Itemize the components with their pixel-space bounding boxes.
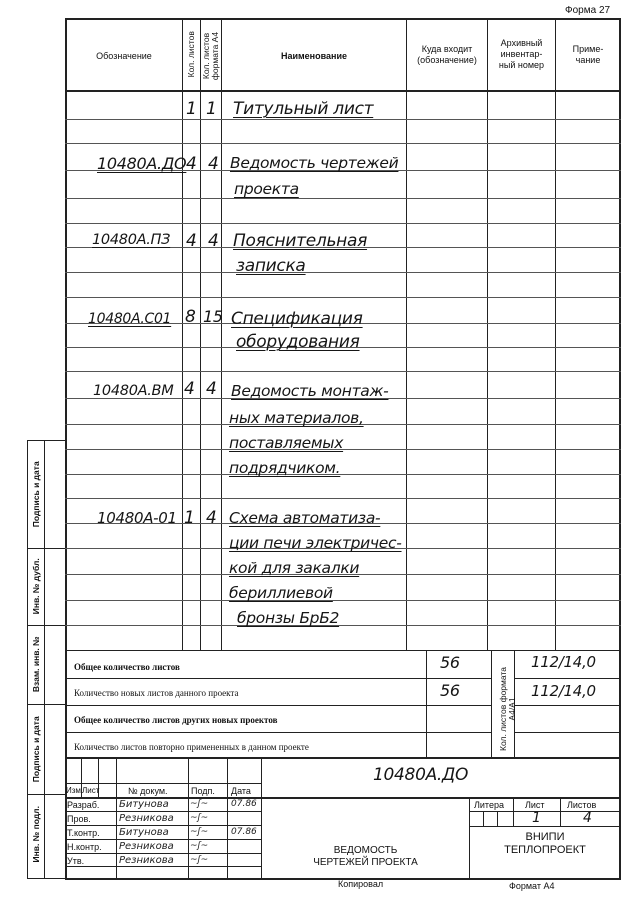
summary-new-a4: 112/14,0 — [531, 682, 596, 700]
row-code: 10480А.ПЗ — [92, 232, 171, 248]
row-divider — [65, 600, 621, 601]
stamp-role: Т.контр. — [67, 828, 100, 838]
col-header-sheet-count-a4: Кол. листов формата А4 — [201, 31, 220, 81]
row-name-line: Пояснительная — [233, 231, 368, 251]
summary-new-value: 56 — [440, 681, 460, 700]
stamp-sheets-value: 4 — [583, 810, 592, 826]
row-sheets: 1 — [186, 99, 197, 119]
stamp-role: Н.контр. — [67, 842, 102, 852]
stamp-person: Битунова — [119, 827, 169, 838]
summary-reused-label: Количество листов повторно примененных в данном проекте — [74, 742, 309, 752]
col-header-note: Приме- чание — [572, 44, 604, 65]
row-code: 10480А.ДО — [97, 154, 187, 173]
summary-new-label: Количество новых листов данного проекта — [74, 688, 239, 698]
row-code: 10480А.ВМ — [93, 383, 174, 399]
stamp-role: Утв. — [67, 856, 85, 866]
row-name-line: оборудования — [236, 332, 360, 352]
row-sheets: 4 — [186, 231, 197, 251]
row-code: 10480А-01 — [97, 509, 177, 527]
row-sheets: 4 — [184, 379, 195, 399]
row-name-line: кой для закалки — [229, 559, 360, 577]
stamp-col-change: Изм — [66, 786, 81, 795]
stamp-sheet-label: Лист — [525, 800, 545, 810]
row-sheets-a4: 4 — [206, 379, 217, 399]
stamp-person: Резникова — [119, 855, 174, 866]
summary-total-label: Общее количество листов — [74, 662, 180, 672]
stamp-role: Разраб. — [67, 800, 100, 810]
row-sheets: 4 — [186, 154, 197, 174]
stamp-doc-code: 10480А.ДО — [373, 765, 469, 785]
signature-icon: ~ʃ~ — [190, 827, 209, 837]
row-sheets-a4: 4 — [206, 508, 217, 528]
row-sheets: 8 — [185, 307, 196, 327]
row-name-line: проекта — [234, 180, 299, 198]
side-label-sign-date: Подпись и дата — [30, 461, 41, 528]
side-label-inv-orig: Инв. № подл. — [30, 806, 41, 863]
col-header-destination: Куда входит (обозначение) — [417, 44, 477, 65]
row-divider — [65, 297, 621, 298]
stamp-person: Битунова — [119, 799, 169, 810]
col-header-sheet-count: Кол. листов — [185, 31, 196, 78]
row-sheets-a4: 4 — [208, 154, 219, 174]
signature-icon: ~ʃ~ — [190, 813, 209, 823]
stamp-role: Пров. — [67, 814, 91, 824]
row-divider — [65, 474, 621, 475]
row-divider — [65, 272, 621, 273]
col-header-archive: Архивный инвентар- ный номер — [498, 38, 545, 70]
row-divider — [65, 498, 621, 499]
stamp-format: Формат А4 — [509, 881, 555, 891]
summary-total-value: 56 — [440, 653, 460, 672]
signature-icon: ~ʃ~ — [190, 841, 209, 851]
row-divider — [65, 119, 621, 120]
signature-icon: ~ʃ~ — [190, 799, 209, 809]
row-sheets-a4: 15 — [203, 307, 223, 326]
col-header-designation: Обозначение — [96, 51, 152, 61]
row-code: 10480А.С01 — [88, 311, 172, 327]
stamp-col-sheet: Лист — [82, 786, 100, 795]
stamp-person: Резникова — [119, 841, 174, 852]
stamp-date: 07.86 — [231, 799, 257, 809]
form-label: Форма 27 — [565, 5, 611, 16]
stamp-person: Резникова — [119, 813, 174, 824]
stamp-date: 07.86 — [231, 827, 257, 837]
row-divider — [65, 198, 621, 199]
row-name-line: бериллиевой — [229, 584, 333, 602]
row-divider — [65, 223, 621, 224]
row-name-line: Ведомость монтаж- — [231, 382, 389, 400]
side-label-replace-inv: Взам. инв. № — [30, 636, 41, 693]
stamp-col-sign: Подп. — [191, 786, 215, 796]
summary-total-a4: 112/14,0 — [531, 653, 596, 671]
row-sheets: 1 — [184, 508, 195, 528]
row-divider — [65, 625, 621, 626]
side-label-sign-date: Подпись и дата — [30, 716, 41, 783]
row-name-line: записка — [236, 256, 306, 276]
row-name-line: подрядчиком. — [229, 459, 341, 477]
side-label-inv-dup: Инв. № дубл. — [30, 558, 41, 615]
stamp-sheet-value: 1 — [532, 810, 541, 826]
row-name-line: Спецификация — [231, 309, 363, 329]
stamp-sheets-label: Листов — [567, 800, 597, 810]
row-divider — [65, 371, 621, 372]
stamp-col-date: Дата — [231, 786, 251, 796]
stamp-litera-label: Литера — [474, 800, 504, 810]
row-name-line: поставляемых — [229, 434, 344, 452]
row-name: Титульный лист — [233, 99, 374, 119]
stamp-title: ВЕДОМОСТЬ ЧЕРТЕЖЕЙ ПРОЕКТА — [313, 845, 418, 868]
row-name-line: бронзы БрБ2 — [237, 609, 340, 627]
stamp-col-doc: № докум. — [128, 786, 168, 796]
summary-other-label: Общее количество листов других новых проектов — [74, 715, 278, 725]
row-divider — [65, 143, 621, 144]
signature-icon: ~ʃ~ — [190, 855, 209, 865]
stamp-copied: Копировал — [338, 879, 384, 889]
row-sheets-a4: 1 — [206, 99, 217, 119]
summary-a4-header: Кол. листов формата А4/А1 — [498, 667, 517, 751]
col-header-name: Наименование — [280, 51, 348, 61]
row-name-line: ции печи электричес- — [229, 534, 402, 552]
stamp-organization: ВНИПИ ТЕПЛОПРОЕКТ — [504, 831, 586, 856]
row-name-line: Схема автоматиза- — [229, 509, 381, 527]
row-name-line: ных материалов, — [229, 409, 364, 427]
row-sheets-a4: 4 — [208, 231, 219, 251]
row-name-line: Ведомость чертежей — [230, 154, 399, 172]
